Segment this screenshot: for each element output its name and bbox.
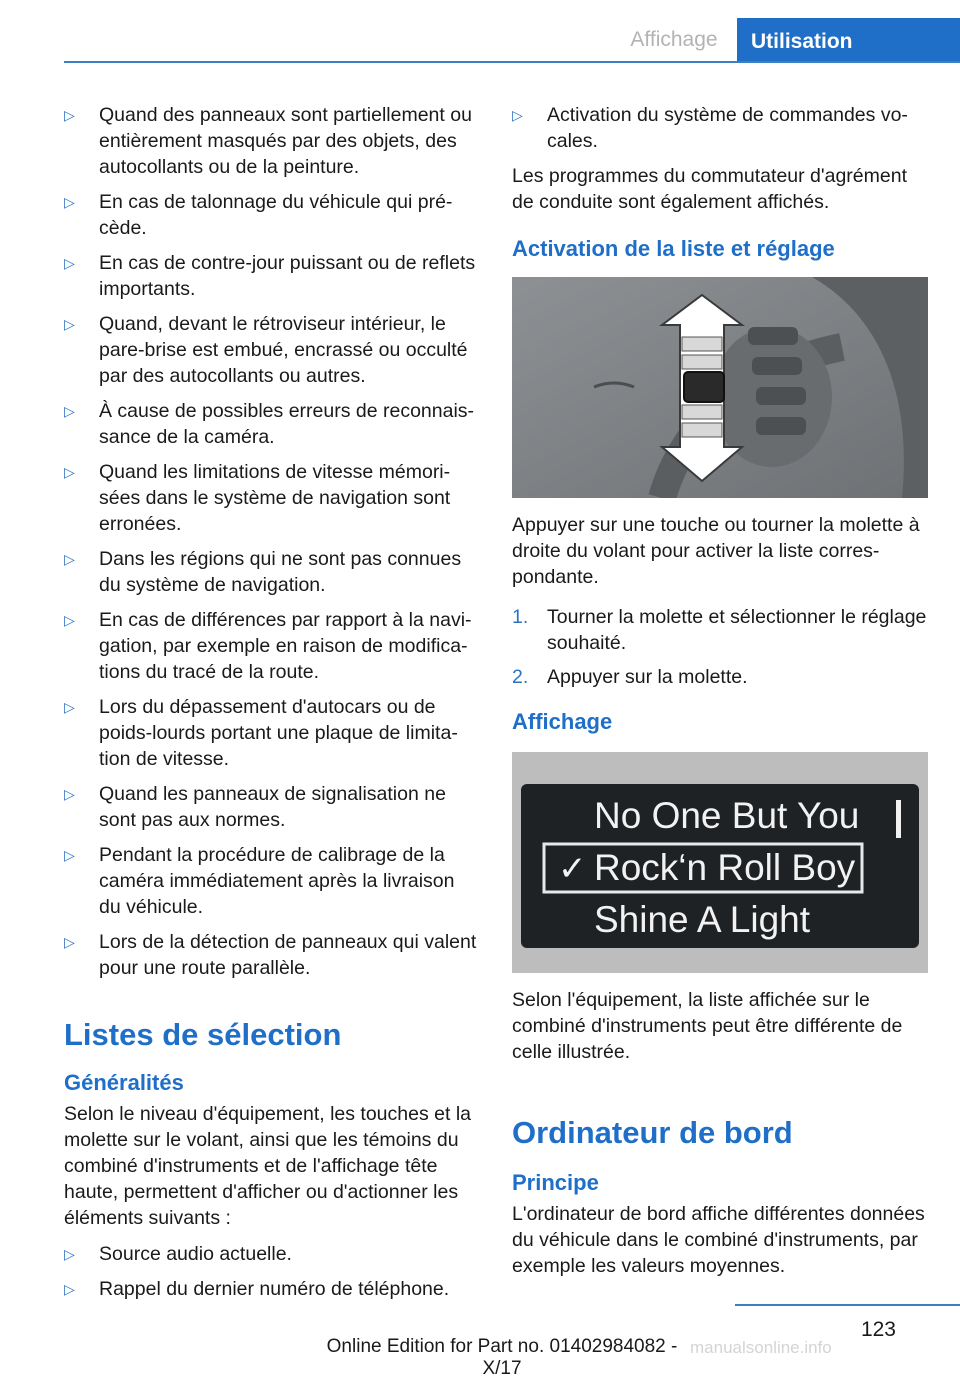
step-item: 2. Appuyer sur la molette. [512, 666, 748, 688]
list-item: ▷ Quand les panneaux de signalisation ne sont pas aux normes. [64, 783, 446, 831]
page-number: 123 [860, 1318, 896, 1341]
page-header [0, 0, 960, 62]
section-title-ordinateur: Ordinateur de bord [512, 1115, 793, 1150]
display-item-3: Shine A Light [594, 899, 811, 940]
activation-paragraph: Appuyer sur une touche ou tourner la molette à droite du volant pour activer la liste correspondante. [512, 514, 920, 588]
scrollbar-thumb [896, 800, 901, 838]
elements-list [64, 1241, 480, 1302]
step-item: 1. Tourner la molette et sélectionner le réglage souhaité. [512, 606, 927, 654]
list-item: ▷ En cas de contre-jour puissant ou de reflets importants. [64, 252, 476, 300]
subsection-affichage: Affichage [512, 709, 613, 734]
triangle-bullet-icon: ▷ [64, 403, 75, 419]
list-item: ▷ Lors du dépassement d'autocars ou de poids-lourds portant une plaque de limitation de vitesse. [64, 696, 458, 770]
triangle-bullet-icon: ▷ [64, 934, 75, 950]
section-title-listes: Listes de sélection [64, 1017, 342, 1052]
display-item-1: No One But You [594, 795, 860, 836]
conditions-list [64, 102, 480, 981]
triangle-bullet-icon: ▷ [64, 847, 75, 863]
display-note-paragraph: Selon l'équipement, la liste affichée sur le combiné d'instruments peut être différente de celle illustrée. [512, 989, 903, 1063]
triangle-bullet-icon: ▷ [64, 107, 75, 123]
list-item: ▷ Quand des panneaux sont partiellement ou entièrement masqués par des objets, des autocollants ou de la peinture. [64, 104, 472, 178]
list-item: ▷ Quand les limitations de vitesse mémorisées dans le système de navigation sont erronées. [64, 461, 451, 535]
triangle-bullet-icon: ▷ [64, 255, 75, 271]
list-item: ▷ À cause de possibles erreurs de reconnaissance de la caméra. [64, 400, 475, 448]
subsection-activation: Activation de la liste et réglage [512, 236, 835, 261]
steps-list [512, 604, 930, 690]
list-item: ▷ Dans les régions qui ne sont pas connues du système de navigation. [64, 548, 462, 596]
triangle-bullet-icon: ▷ [64, 786, 75, 802]
intro-paragraph: Selon le niveau d'équipement, les touches et la molette sur le volant, ainsi que les témoins du combiné d'instruments et de l'affichage tête haute, permettent d'afficher ou d'actionner les éléments suivants : [64, 1103, 471, 1229]
header-divider [64, 61, 960, 63]
instrument-display-photo [512, 752, 928, 973]
header-tab-affichage[interactable]: Affichage [630, 28, 718, 51]
list-item: ▷ Activation du système de commandes vocales. [512, 104, 908, 152]
list-item: ▷ Rappel du dernier numéro de téléphone. [64, 1278, 450, 1300]
list-item: ▷ Pendant la procédure de calibrage de la caméra immédiatement après la livraison du véhicule. [64, 844, 455, 918]
triangle-bullet-icon: ▷ [64, 699, 75, 715]
triangle-bullet-icon: ▷ [512, 107, 523, 123]
triangle-bullet-icon: ▷ [64, 1281, 75, 1297]
triangle-bullet-icon: ▷ [64, 194, 75, 210]
triangle-bullet-icon: ▷ [64, 316, 75, 332]
list-item: ▷ Quand, devant le rétroviseur intérieur, le pare-brise est embué, encrassé ou occulté par des autocollants ou autres. [64, 313, 468, 387]
triangle-bullet-icon: ▷ [64, 1246, 75, 1262]
header-tab-utilisation[interactable]: Utilisation [737, 18, 960, 62]
list-item: ▷ Lors de la détection de panneaux qui valent pour une route parallèle. [64, 931, 477, 979]
check-icon: ✓ [558, 849, 587, 889]
edition-text: Online Edition for Part no. 01402984082 - X/17 [326, 1336, 678, 1379]
subsection-principe: Principe [512, 1170, 599, 1195]
elements-list-continued [512, 102, 930, 154]
triangle-bullet-icon: ▷ [64, 551, 75, 567]
triangle-bullet-icon: ▷ [64, 464, 75, 480]
watermark: manualsonline.info [690, 1338, 832, 1357]
left-column [64, 102, 480, 1311]
subsection-generalites: Généralités [64, 1070, 184, 1095]
list-item: ▷ En cas de talonnage du véhicule qui précède. [64, 191, 453, 239]
list-item: ▷ Source audio actuelle. [64, 1243, 292, 1265]
steering-wheel-photo [512, 277, 928, 498]
driving-programs-paragraph: Les programmes du commutateur d'agrément de conduite sont également affichés. [512, 165, 907, 213]
display-item-2-selected: Rock‘n Roll Boy [594, 847, 856, 888]
list-item: ▷ En cas de différences par rapport à la navigation, par exemple en raison de modifications du tracé de la route. [64, 609, 472, 683]
principe-paragraph: L'ordinateur de bord affiche différentes données du véhicule dans le combiné d'instruments, par exemple les valeurs moyennes. [512, 1203, 925, 1277]
triangle-bullet-icon: ▷ [64, 612, 75, 628]
right-column [512, 102, 930, 1279]
footer-divider [735, 1304, 960, 1306]
display-screen [512, 752, 928, 973]
steering-wheel-illustration [512, 277, 928, 498]
